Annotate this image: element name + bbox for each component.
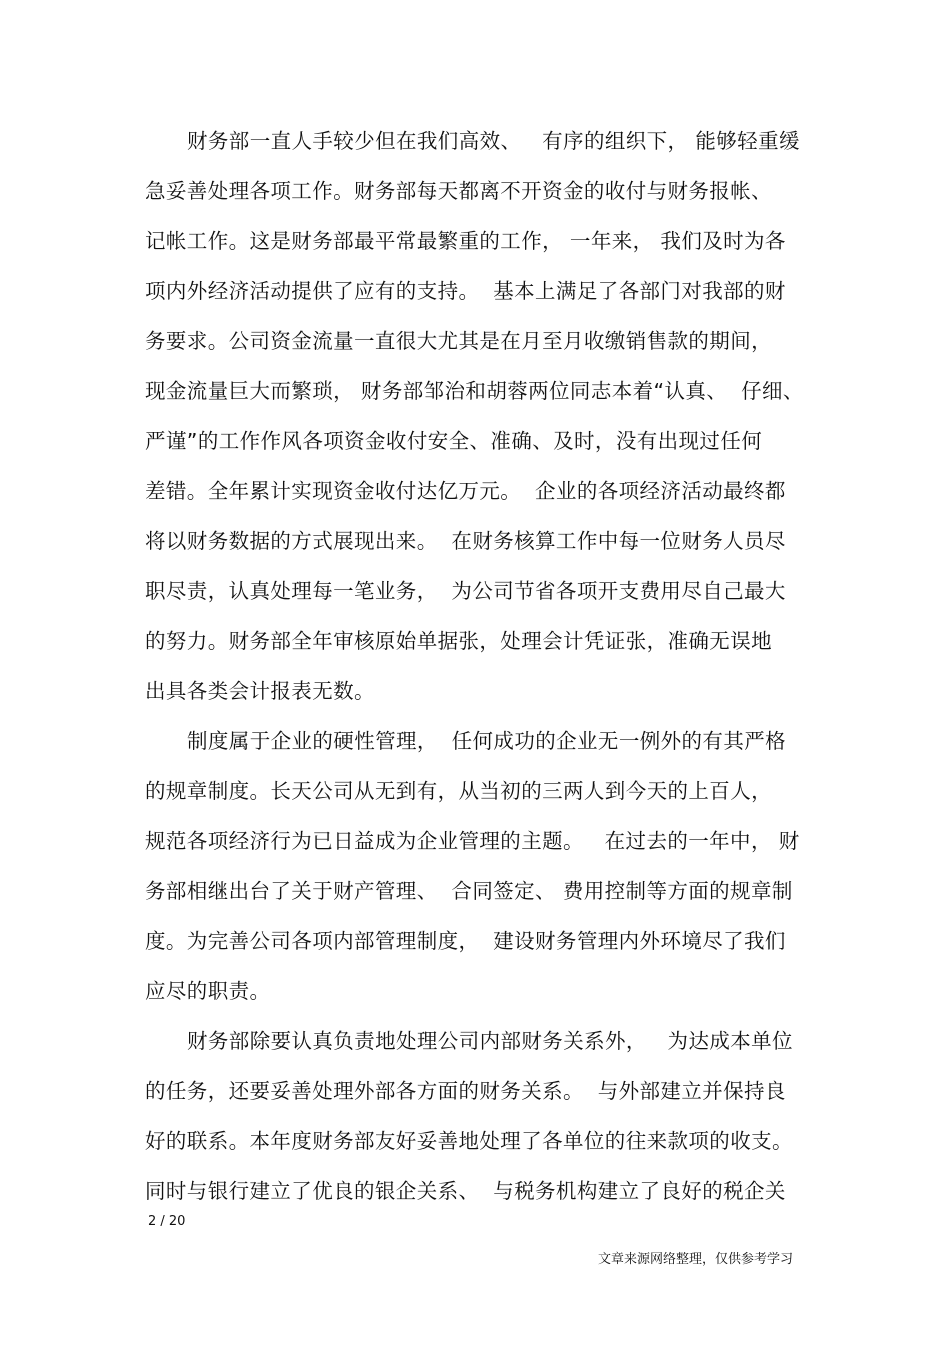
paragraph-1-line-9: 将以财务数据的方式展现出来。 在财务核算工作中每一位财务人员尽 bbox=[145, 529, 786, 553]
paragraph-1-line-11: 的努力。财务部全年审核原始单据张，处理会计凭证张，准确无误地 bbox=[145, 629, 772, 653]
paragraph-1-line-7: 严谨”的工作作风各项资金收付安全、准确、及时，没有出现过任何 bbox=[145, 429, 763, 453]
paragraph-2-line-1: 制度属于企业的硬性管理， 任何成功的企业无一例外的有其严格 bbox=[187, 729, 787, 753]
paragraph-1-line-6: 现金流量巨大而繁琐， 财务部邹治和胡蓉两位同志本着“认真、 仔细、 bbox=[145, 379, 804, 403]
paragraph-3-line-2: 的任务，还要妥善处理外部各方面的财务关系。 与外部建立并保持良 bbox=[145, 1079, 786, 1103]
paragraph-3-line-4: 同时与银行建立了优良的银企关系、 与税务机构建立了良好的税企关 bbox=[145, 1179, 786, 1203]
paragraph-1-line-2: 急妥善处理各项工作。财务部每天都离不开资金的收付与财务报帐、 bbox=[145, 179, 772, 203]
paragraph-3-line-1: 财务部除要认真负责地处理公司内部财务关系外， 为达成本单位 bbox=[187, 1029, 793, 1053]
paragraph-1-line-4: 项内外经济活动提供了应有的支持。 基本上满足了各部门对我部的财 bbox=[145, 279, 786, 303]
paragraph-2-line-6: 应尽的职责。 bbox=[145, 979, 271, 1003]
paragraph-1-line-8: 差错。全年累计实现资金收付达亿万元。 企业的各项经济活动最终都 bbox=[145, 479, 786, 503]
paragraph-1-line-12: 出具各类会计报表无数。 bbox=[145, 679, 375, 703]
paragraph-2-line-5: 度。为完善公司各项内部管理制度， 建设财务管理内外环境尽了我们 bbox=[145, 929, 786, 953]
paragraph-3-line-3: 好的联系。本年度财务部友好妥善地处理了各单位的往来款项的收支。 bbox=[145, 1129, 793, 1153]
paragraph-1-line-1: 财务部一直人手较少但在我们高效、 有序的组织下， 能够轻重缓 bbox=[187, 129, 800, 153]
paragraph-2-line-3: 规范各项经济行为已日益成为企业管理的主题。 在过去的一年中， 财 bbox=[145, 829, 800, 853]
source-note: 文章来源网络整理，仅供参考学习 bbox=[598, 1252, 794, 1267]
paragraph-1-line-3: 记帐工作。这是财务部最平常最繁重的工作， 一年来， 我们及时为各 bbox=[145, 229, 786, 253]
paragraph-2-line-4: 务部相继出台了关于财产管理、 合同签定、 费用控制等方面的规章制 bbox=[145, 879, 793, 903]
paragraph-2-line-2: 的规章制度。长天公司从无到有，从当初的三两人到今天的上百人， bbox=[145, 779, 772, 803]
page-number: 2 / 20 bbox=[148, 1214, 186, 1229]
paragraph-1-line-5: 务要求。公司资金流量一直很大尤其是在月至月收缴销售款的期间， bbox=[145, 329, 772, 353]
paragraph-1-line-10: 职尽责，认真处理每一笔业务， 为公司节省各项开支费用尽自己最大 bbox=[145, 579, 786, 603]
